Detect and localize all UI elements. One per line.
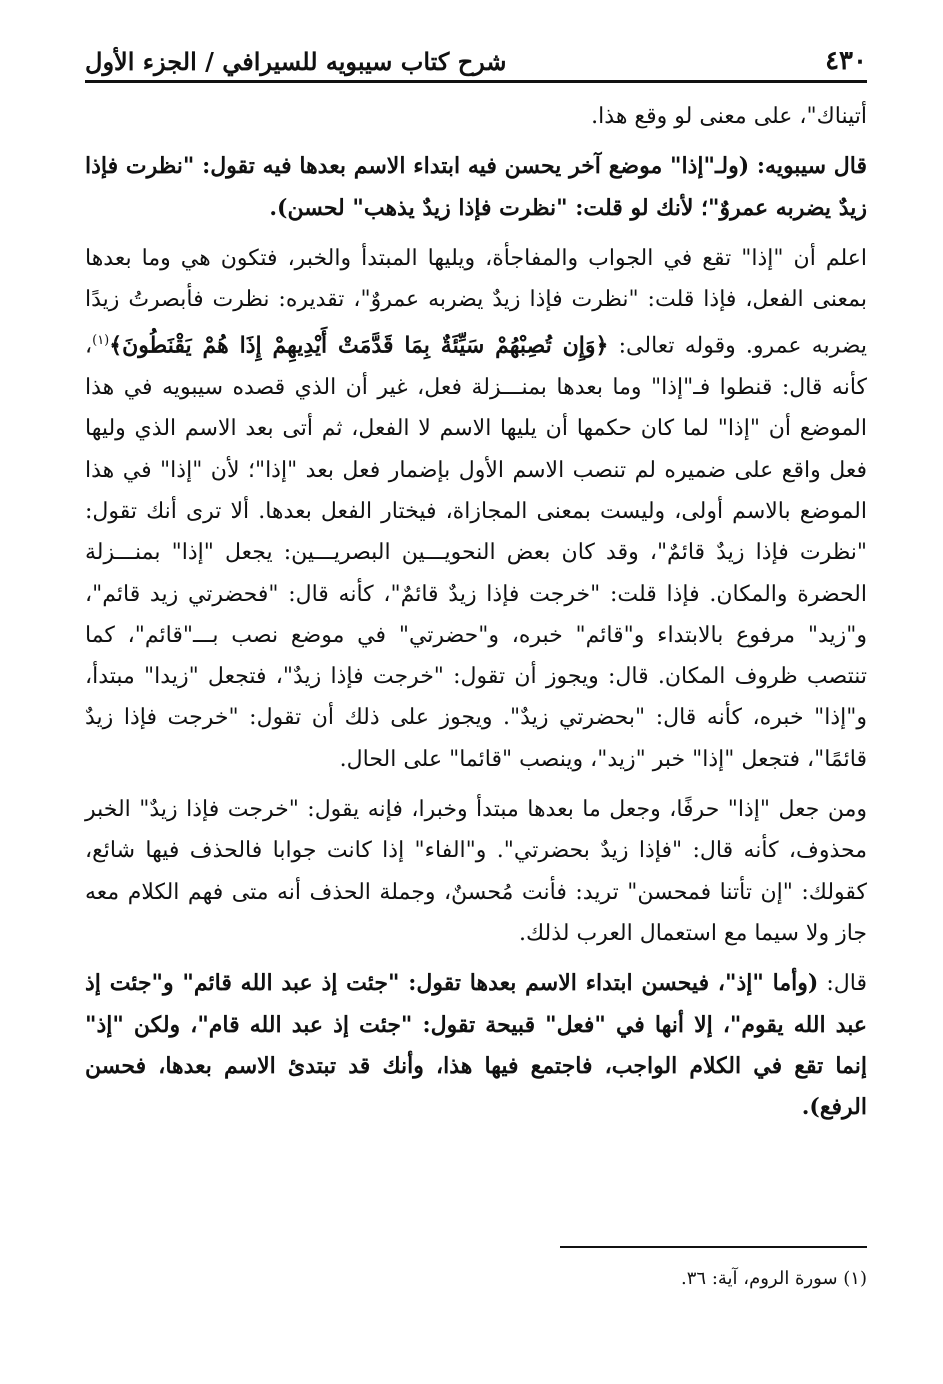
paragraph-5 — [85, 963, 867, 1128]
paragraph-1-text: أتيناك"، على معنى لو وقع هذا. — [591, 104, 867, 129]
paragraph-5-lead: قال: — [818, 971, 867, 997]
footnote-text: (١) سورة الروم، آية: ٣٦. — [681, 1268, 867, 1289]
paragraph-1 — [85, 96, 867, 137]
running-title: شرح كتاب سيبويه للسيرافي / الجزء الأول — [85, 47, 507, 76]
paragraph-3-rest: ، كأنه قال: قنطوا فـ"إذا" وما بعدها بمنـــزلة فعل، غير أن الذي قصده سيبويه في هذا الموضع أن "إذا" لما كان حكمها أن يليها الاسم لا الفعل، ثم أتى بعد الاسم الذي وليها فعل واقع على ضميره لم تنصب الاسم الأول بإضمار فعل بعد "إذا"؛ لأن "إذا" في هذا الموضع بالاسم أولى، وليست بمعنى المجازاة، فيختار الفعل بعدها. ألا ترى أنك تقول: "نظرت فإذا زيدٌ قائمٌ"، وقد كان بعض النحويـــين البصريـــين: يجعل "إذا" بمنـــزلة الحضرة والمكان. فإذا قلت: "خرجت فإذا زيدٌ قائمٌ"، كأنه قال: "فحضرتي زيد قائم"، و"زيد" مرفوع بالابتداء و"قائم" خبره، و"حضرتي" في موضع نصب بـــ"قائم"، كما تنتصب ظروف المكان. قال: ويجوز أن تقول: "خرجت فإذا زيدٌ"، فتجعل "زيدا" مبتدأ، و"إذا" خبره، كأنه قال: "بحضرتي زيدٌ". ويجوز على ذلك أن تقول: "خرجت فإذا زيدٌ قائمًا"، فتجعل "إذا" خبر "زيد"، وينصب "قائما" على الحال. — [85, 333, 867, 772]
paragraph-2 — [85, 146, 867, 229]
footnote-rule — [560, 1246, 867, 1248]
page-number: ٤٣٠ — [825, 46, 867, 76]
quran-verse: ﴿وَإِن تُصِبْهُمْ سَيِّئَةٌ بِمَا قَدَّمَتْ أَيْدِيهِمْ إِذَا هُمْ يَقْنَطُونَ﴾ — [109, 332, 609, 359]
page-header — [85, 30, 867, 76]
paragraph-3-intro: اعلم أن "إذا" تقع في الجواب والمفاجأة، ويليها المبتدأ والخبر، فتكون هي وما بعدها بمعنى الفعل، فإذا قلت: "نظرت فإذا زيدٌ يضربه عمروٌ"، تقديره: نظرت فأبصرتُ زيدًا يضربه عمرو. وقوله تعالى: — [85, 245, 867, 359]
footnote-marker: (١) — [92, 333, 110, 349]
paragraph-5-quote: (وأما "إذ"، فيحسن ابتداء الاسم بعدها تقول: "جئت إذ عبد الله قائم" و"جئت إذ عبد الله يقوم"، إلا أنها في "فعل" قبيحة تقول: "جئت إذ عبد الله قام"، ولكن "إذ" إنما تقع في الكلام الواجب، فاجتمع فيها هذا، وأنك قد تبتدئ الاسم بعدها، فحسن الرفع). — [85, 970, 867, 1121]
paragraph-4-text: ومن جعل "إذا" حرفًا، وجعل ما بعدها مبتدأ وخبرا، فإنه يقول: "خرجت فإذا زيدٌ" الخبر محذوف، كأنه قال: "فإذا زيدٌ بحضرتي". و"الفاء" إذا كانت جوابا فالحذف فيها شائع، كقولك: "إن تأتنا فمحسن" تريد: فأنت مُحسنٌ، وجملة الحذف أنه متى فهم الكلام معه جاز ولا سيما مع استعمال العرب لذلك. — [85, 797, 867, 946]
sibawayh-quote: قال سيبويه: (ولـ"إذا" موضع آخر يحسن فيه ابتداء الاسم بعدها فيه تقول: "نظرت فإذا زيدٌ يضربه عمروٌ"؛ لأنك لو قلت: "نظرت فإذا زيدٌ يذهب" لحسن). — [85, 153, 867, 221]
body-text — [85, 96, 867, 1137]
footnote — [85, 1266, 867, 1292]
header-rule — [85, 80, 867, 83]
paragraph-4 — [85, 789, 867, 954]
paragraph-3 — [85, 238, 867, 780]
